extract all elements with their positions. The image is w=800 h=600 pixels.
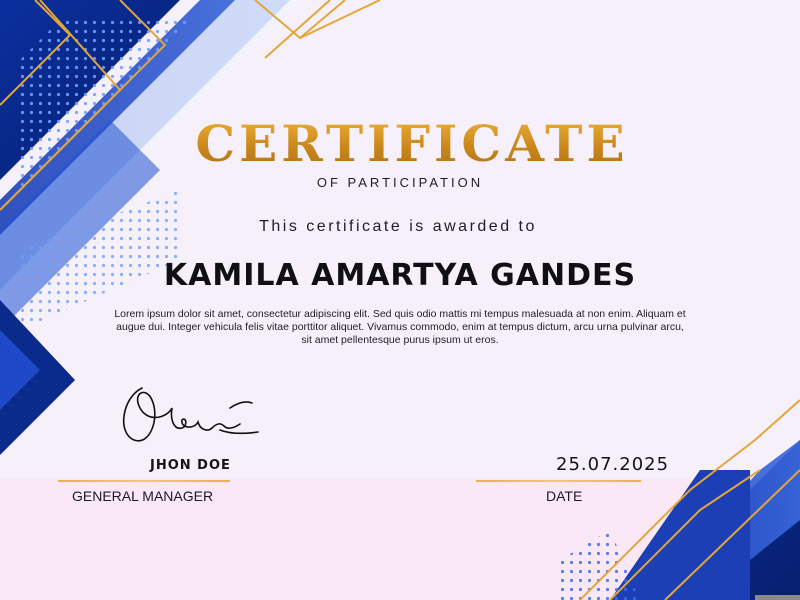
signatory-role: GENERAL MANAGER [72, 488, 214, 504]
awarded-text: This certificate is awarded to [259, 218, 537, 235]
bottom-right-dot-field [560, 530, 640, 600]
signature-image [112, 378, 272, 458]
certificate-body-text: Lorem ipsum dolor sit amet, consectetur adipiscing elit. Sed quis odio mattis mi tempus malesuada at non enim. Aliquam et augue dui. Integer vehicula felis vitae porttitor aliquet. Vivamus commodo, enim at tempus dictum, arcu urna pulvinar arcu, sit amet pellentesque purus ipsum ut eros. [114, 308, 686, 346]
certificate-title: CERTIFICATE [12, 114, 800, 174]
date-label: DATE [546, 488, 583, 504]
date-line [476, 480, 641, 482]
signature-line [58, 480, 230, 482]
certificate-subtitle: OF PARTICIPATION [316, 175, 484, 190]
recipient-name: KAMILA AMARTYA GANDES [163, 258, 637, 293]
date-value: 25.07.2025 [556, 454, 670, 475]
gold-chevron-top-2 [300, 0, 380, 38]
signatory-name: JHON DOE [150, 458, 231, 473]
corner-gray [755, 595, 800, 600]
